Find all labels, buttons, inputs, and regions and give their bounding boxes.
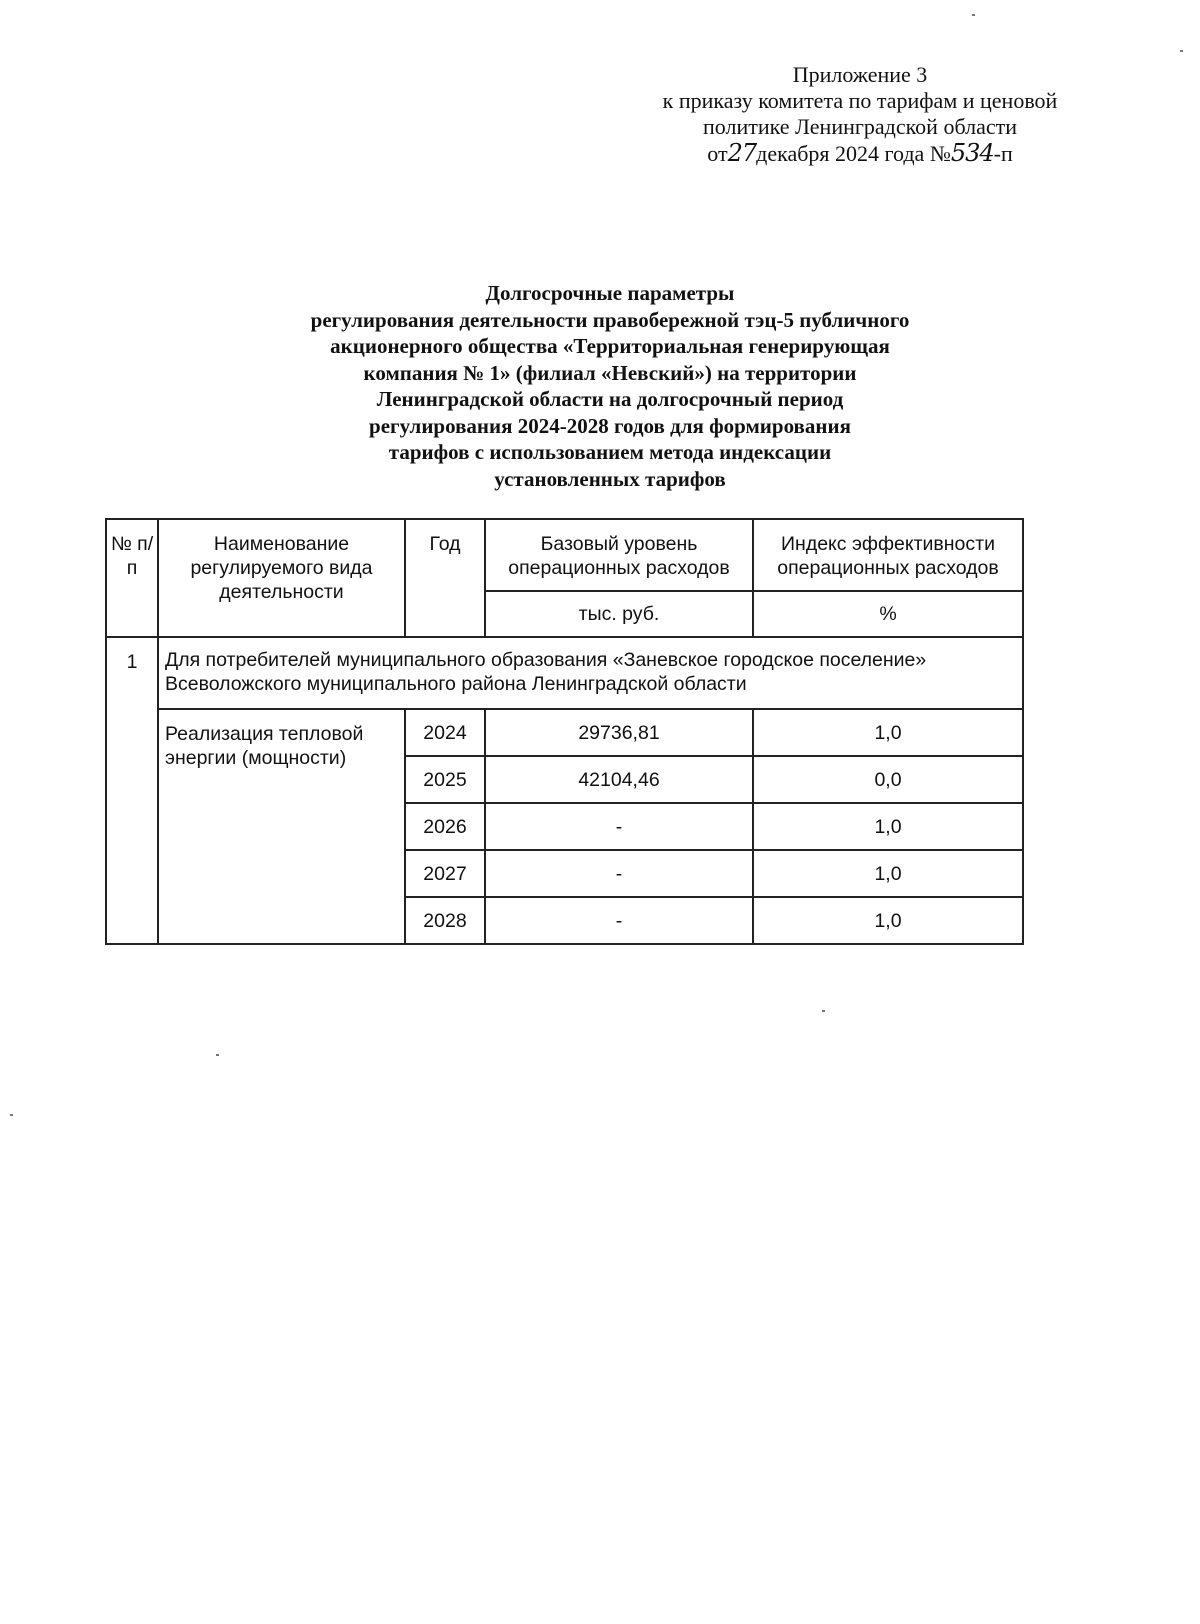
title-line: тарифов с использованием метода индексации	[388, 440, 832, 464]
index-cell: 1,0	[753, 897, 1023, 944]
document-title	[150, 280, 1070, 492]
year-cell: 2024	[405, 709, 485, 756]
activity-name: Реализация тепловой энергии (мощности)	[158, 709, 405, 944]
number-suffix: -п	[993, 141, 1013, 166]
header-efficiency-index: Индекс эффективности операционных расходов	[753, 519, 1023, 591]
title-line: Долгосрочные параметры	[485, 281, 735, 305]
date-prefix: от	[707, 141, 728, 166]
table-header-row	[106, 519, 1023, 591]
section-row	[106, 637, 1023, 709]
index-cell: 1,0	[753, 850, 1023, 897]
year-cell: 2025	[405, 756, 485, 803]
unit-index: %	[753, 591, 1023, 637]
unit-base: тыс. руб.	[485, 591, 753, 637]
scan-speck	[1180, 50, 1183, 52]
title-line: акционерного общества «Территориальная генерирующая	[330, 334, 890, 358]
appendix-header	[600, 62, 1120, 167]
year-cell: 2028	[405, 897, 485, 944]
title-line: компания № 1» (филиал «Невский») на территории	[363, 360, 857, 385]
order-reference-line: к приказу комитета по тарифам и ценовой	[662, 88, 1058, 113]
title-line: установленных тарифов	[494, 466, 726, 491]
consumer-scope: Для потребителей муниципального образования «Заневское городское поселение» Всеволожского муниципального района Ленинградской области	[158, 637, 1023, 709]
index-cell: 0,0	[753, 756, 1023, 803]
appendix-title: Приложение 3	[792, 62, 928, 87]
base-level-cell: 42104,46	[485, 756, 753, 803]
base-level-cell: -	[485, 803, 753, 850]
scan-speck	[216, 1054, 219, 1056]
base-level-cell: -	[485, 897, 753, 944]
base-level-cell: 29736,81	[485, 709, 753, 756]
header-activity-name: Наименование регулируемого вида деятельности	[158, 519, 405, 637]
table-row	[106, 709, 1023, 756]
header-base-level: Базовый уровень операционных расходов	[485, 519, 753, 591]
handwritten-day: 27	[727, 139, 757, 167]
section-number: 1	[106, 637, 158, 944]
index-cell: 1,0	[753, 803, 1023, 850]
index-cell: 1,0	[753, 709, 1023, 756]
handwritten-number: 534	[950, 139, 994, 167]
title-line: регулирования деятельности правобережной тэц-5 публичного	[310, 307, 910, 332]
base-level-cell: -	[485, 850, 753, 897]
scan-speck	[10, 1114, 13, 1116]
year-cell: 2026	[405, 803, 485, 850]
scan-speck	[822, 1010, 825, 1012]
title-line: регулирования 2024-2028 годов для формирования	[369, 413, 851, 438]
committee-line: политике Ленинградской области	[702, 114, 1017, 139]
year-cell: 2027	[405, 850, 485, 897]
parameters-table	[105, 518, 1024, 945]
order-date-line	[600, 140, 1120, 167]
title-line: Ленинградской области на долгосрочный период	[376, 387, 844, 411]
scan-speck	[972, 14, 975, 16]
header-year: Год	[405, 519, 485, 637]
date-middle: декабря 2024 года №	[756, 141, 951, 166]
header-num: № п/п	[106, 519, 158, 637]
